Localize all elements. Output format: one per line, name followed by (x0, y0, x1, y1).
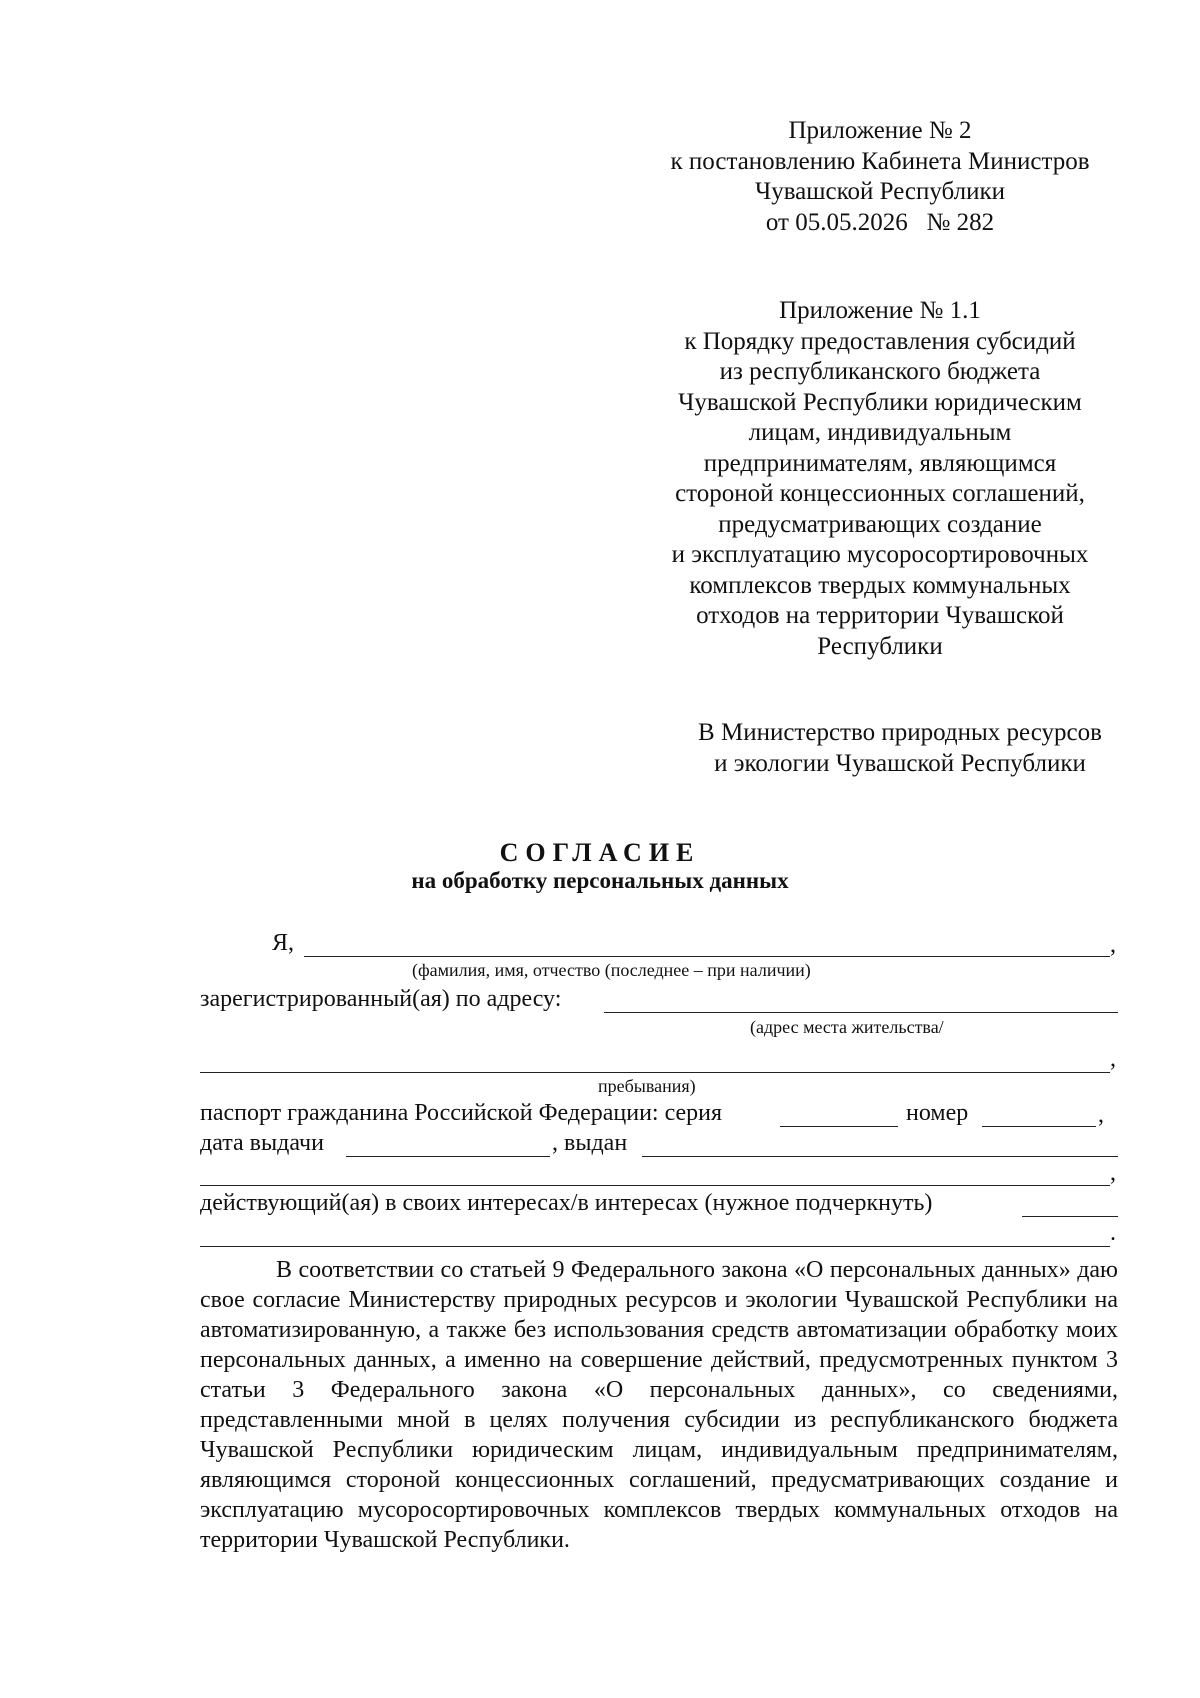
document-title: СОГЛАСИЕ (499, 838, 701, 867)
comma: , (1110, 1046, 1116, 1072)
appendix-1-1-line: предусматривающих создание (718, 510, 1042, 538)
comma: , (1110, 1160, 1116, 1186)
addressee-line: В Министерство природных ресурсов (698, 719, 1102, 746)
appendix-1-1-line: к Порядку предоставления субсидий (684, 327, 1076, 355)
passport-number-line[interactable] (982, 1126, 1096, 1127)
fio-hint: (фамилия, имя, отчество (последнее – при наличии) (412, 960, 811, 980)
acting-field-line[interactable] (1022, 1216, 1118, 1217)
i-label: Я, (272, 930, 295, 956)
comma: , (1098, 1102, 1104, 1128)
issue-date-label: дата выдачи (200, 1130, 324, 1156)
acting-continuation-line[interactable] (200, 1246, 1110, 1247)
passport-label: паспорт гражданина Российской Федерации: серия (200, 1100, 723, 1126)
appendix-1-1-line: Республики (817, 632, 943, 660)
fio-field-line[interactable] (304, 956, 1110, 957)
issued-by-label: , выдан (552, 1130, 628, 1156)
appendix-1-1-line: и эксплуатацию мусоросортировочных (671, 541, 1089, 568)
appendix-2-line: к постановлению Кабинета Министров (670, 147, 1090, 175)
address-hint-2: пребывания) (598, 1076, 696, 1096)
appendix-1-1-line: Приложение № 1.1 (779, 297, 981, 324)
appendix-1-1-header (640, 296, 1120, 662)
passport-number-label: номер (906, 1100, 969, 1126)
address-continuation-line[interactable] (200, 1072, 1110, 1073)
registered-label: зарегистрированный(ая) по адресу: (200, 986, 562, 1012)
address-hint-1: (адрес места жительства/ (750, 1017, 944, 1037)
document-subtitle: на обработку персональных данных (411, 868, 789, 893)
consent-body-text: В соответствии со статьей 9 Федерального закона «О персональных данных» даю свое согласие Министерству природных ресурсов и экологии Чувашской Республики на автоматизированную, а также без использования средств автоматизации обработку моих персональных данных, а именно на совершение действий, предусмотренных пунктом 3 статьи 3 Федерального закона «О персональных данных», со сведениями, представленными мной в целях получения субсидии из республиканского бюджета Чувашской Республики юридическим лицам, индивидуальным предпринимателям, являющимся стороной концессионных соглашений, предусматривающих создание и эксплуатацию мусоросортировочных комплексов твердых коммунальных отходов на территории Чувашской Республики. (200, 1257, 1118, 1553)
addressee-line: и экологии Чувашской Республики (714, 749, 1086, 777)
comma: , (1110, 932, 1116, 958)
appendix-2-header (640, 116, 1120, 238)
appendix-1-1-line: отходов на территории Чувашской (696, 602, 1064, 629)
appendix-1-1-line: Чувашской Республики юридическим (678, 388, 1082, 416)
appendix-1-1-line: стороной концессионных соглашений, (675, 480, 1085, 507)
period: . (1110, 1220, 1116, 1246)
acting-label: действующий(ая) в своих интересах/в интересах (нужное подчеркнуть) (200, 1190, 933, 1216)
passport-series-line[interactable] (780, 1126, 898, 1127)
appendix-1-1-line: комплексов твердых коммунальных (689, 571, 1071, 599)
issued-by-line[interactable] (642, 1156, 1118, 1157)
issued-by-continuation-line[interactable] (200, 1185, 1110, 1186)
issue-date-line[interactable] (346, 1156, 550, 1157)
appendix-1-1-line: лицам, индивидуальным (748, 419, 1012, 446)
addressee-block (670, 718, 1130, 779)
appendix-1-1-line: из республиканского бюджета (719, 358, 1041, 385)
address-field-line[interactable] (604, 1012, 1118, 1013)
appendix-1-1-line: предпринимателям, являющимся (703, 449, 1057, 477)
appendix-2-line: Чувашской Республики (754, 178, 1006, 205)
appendix-2-line: Приложение № 2 (788, 117, 972, 144)
appendix-2-line: от 05.05.2026 № 282 (765, 208, 995, 236)
